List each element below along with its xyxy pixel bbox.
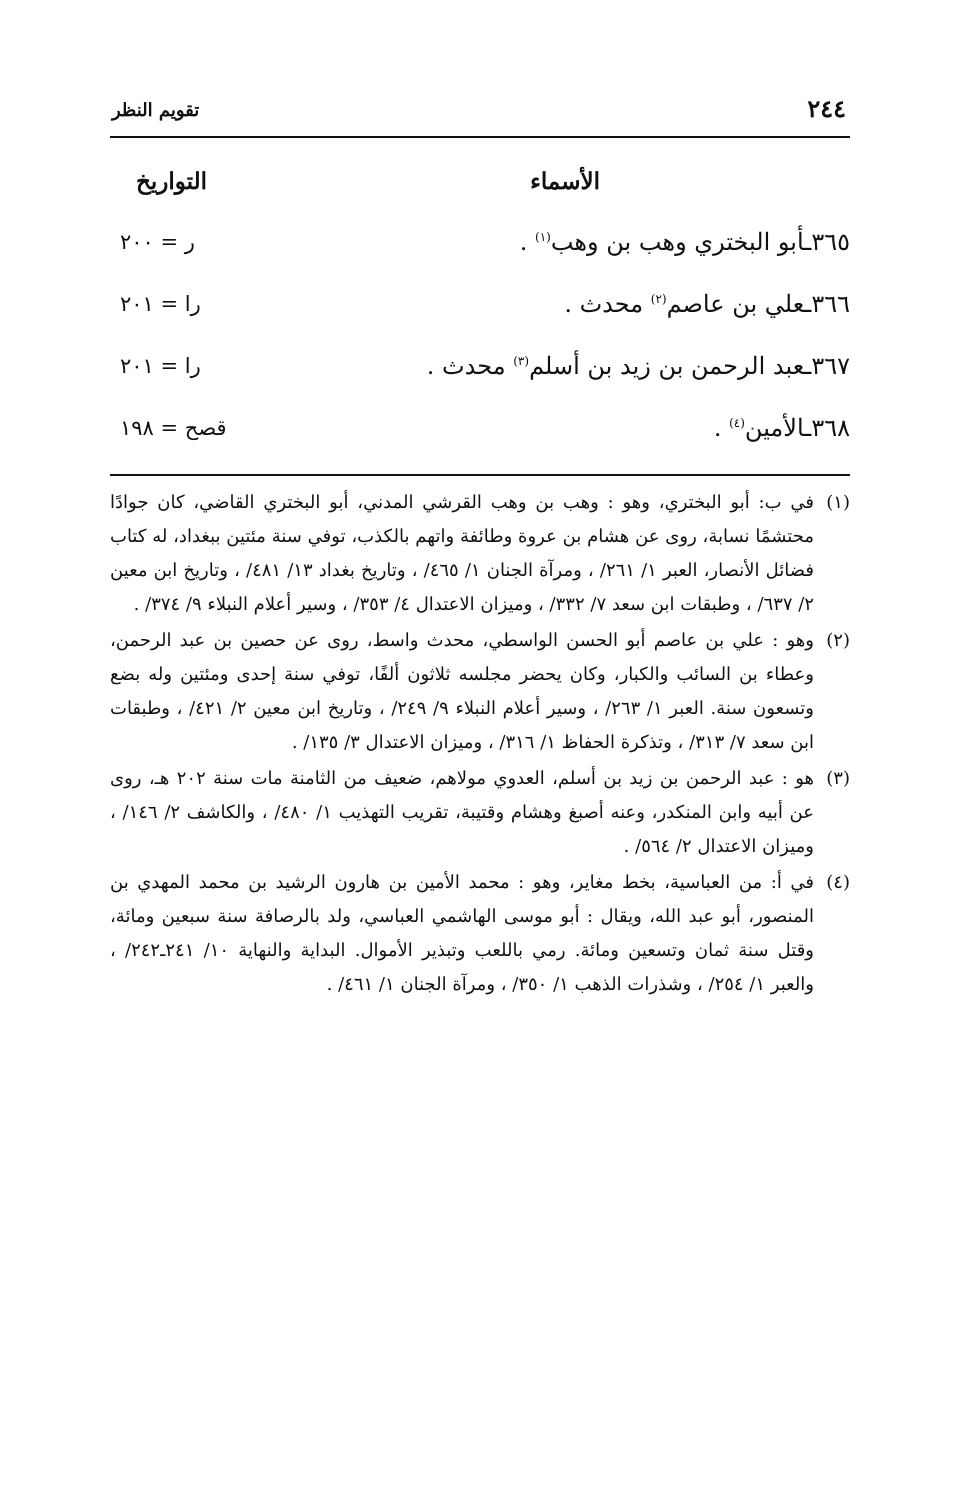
entry-name: عبد الرحمن بن زيد بن أسلم: [529, 352, 805, 380]
entry-name: أبو البختري وهب بن وهب: [550, 228, 805, 256]
entry-number: ٣٦٦: [811, 290, 850, 318]
entry-date: را = ٢٠١: [120, 292, 201, 316]
footnote-divider: [110, 474, 850, 476]
book-page: [110, 92, 850, 1004]
footnote-ref[interactable]: (٤): [729, 416, 745, 430]
footnote: [110, 762, 850, 864]
entry: [110, 286, 850, 348]
footnote-number: (١): [826, 492, 850, 513]
footnote-number: (٢): [826, 630, 850, 651]
entry-note: محدث .: [426, 352, 514, 380]
running-title: تقويم النظر: [112, 100, 200, 121]
entry: [110, 348, 850, 410]
footnote-ref[interactable]: (٣): [513, 354, 530, 368]
footnote: [110, 624, 850, 760]
entry-number: ٣٦٧: [811, 352, 850, 380]
entries-list: [110, 224, 850, 472]
footnote-number: (٤): [826, 872, 850, 893]
entry-date: را = ٢٠١: [120, 354, 201, 378]
entry-note: .: [713, 414, 730, 442]
entry-text: ٣٦٨ـالأمين$^{(٤)}$ .: [713, 414, 850, 442]
footnote-text: وهو : علي بن عاصم أبو الحسن الواسطي، محدث واسط، روى عن حصين بن عبد الرحمن، وعطاء بن السائب والكبار، وكان يحضر مجلسه ثلاثون ألفًا، توفي سنة إحدى ومئتين وله بضع وتسعون سنة. العبر ١/ ٢٦٣/ ، وسير أعلام النبلاء ٩/ ٢٤٩/ ، وتاريخ ابن معين ٢/ ٤٢١/ ، وطبقات ابن سعد ٧/ ٣١٣/ ، وتذكرة الحفاظ ١/ ٣١٦/ ، وميزان الاعتدال ٣/ ١٣٥/ .: [110, 630, 814, 753]
entry-text: ٣٦٧ـعبد الرحمن بن زيد بن أسلم$^{(٣)}$ محدث .: [426, 352, 850, 380]
dates-column-heading: التواريخ: [136, 168, 207, 195]
entry: [110, 224, 850, 286]
footnote-text: في أ: من العباسية، بخط مغاير، وهو : محمد الأمين بن هارون الرشيد بن محمد المهدي بن المنصور، أبو عبد الله، ويقال : أبو موسى الهاشمي العباسي، ولد بالرصافة سنة سبعين ومائة، وقتل سنة ثمان وتسعين ومائة. رمي باللعب وتبذير الأموال. البداية والنهاية ١٠/ ٢٤١ـ٢٤٢/ ، والعبر ١/ ٢٥٤/ ، وشذرات الذهب ١/ ٣٥٠/ ، ومرآة الجنان ١/ ٤٦١/ .: [110, 872, 814, 995]
entry-number: ٣٦٥: [811, 228, 850, 256]
entry-text: ٣٦٦ـعلي بن عاصم$^{(٢)}$ محدث .: [564, 290, 850, 318]
footnotes-list: [110, 486, 850, 1002]
footnote-ref[interactable]: (٢): [650, 292, 667, 306]
entry-note: محدث .: [564, 290, 651, 318]
entry-date: قصح = ١٩٨: [120, 416, 227, 440]
page-number: ٢٤٤: [807, 94, 846, 123]
footnote-ref[interactable]: (١): [535, 230, 551, 244]
footnote: [110, 866, 850, 1002]
footnote-text: هو : عبد الرحمن بن زيد بن أسلم، العدوي مولاهم، ضعيف من الثامنة مات سنة ٢٠٢ هـ، روى عن أبيه وابن المنكدر، وعنه أصبغ وهشام وقتيبة، تقريب التهذيب ١/ ٤٨٠/ ، والكاشف ٢/ ١٤٦/ ، وميزان الاعتدال ٢/ ٥٦٤/ .: [110, 768, 814, 857]
column-headings: [110, 168, 850, 224]
entry-note: .: [519, 228, 535, 256]
page-header: [110, 92, 850, 138]
entry-name: علي بن عاصم: [666, 290, 805, 318]
entry-text: ٣٦٥ـأبو البختري وهب بن وهب$^{(١)}$ .: [519, 228, 850, 256]
entry: [110, 410, 850, 472]
footnote-number: (٣): [826, 768, 850, 789]
entry-name: الأمين: [744, 414, 805, 442]
entry-date: ر = ٢٠٠: [120, 230, 195, 254]
entry-number: ٣٦٨: [811, 414, 850, 442]
names-column-heading: الأسماء: [530, 168, 600, 195]
footnote-text: في ب: أبو البختري، وهو : وهب بن وهب القرشي المدني، أبو البختري القاضي، كان جوادًا محتشمًا نسابة، روى عن هشام بن عروة وطائفة واتهم بالكذب، توفي سنة مئتين ببغداد، له كتاب فضائل الأنصار، العبر ١/ ٢٦١/ ، ومرآة الجنان ١/ ٤٦٥/ ، وتاريخ بغداد ١٣/ ٤٨١/ ، وتاريخ ابن معين ٢/ ٦٣٧/ ، وطبقات ابن سعد ٧/ ٣٣٢/ ، وميزان الاعتدال ٤/ ٣٥٣/ ، وسير أعلام النبلاء ٩/ ٣٧٤/ .: [110, 492, 814, 615]
footnote: [110, 486, 850, 622]
